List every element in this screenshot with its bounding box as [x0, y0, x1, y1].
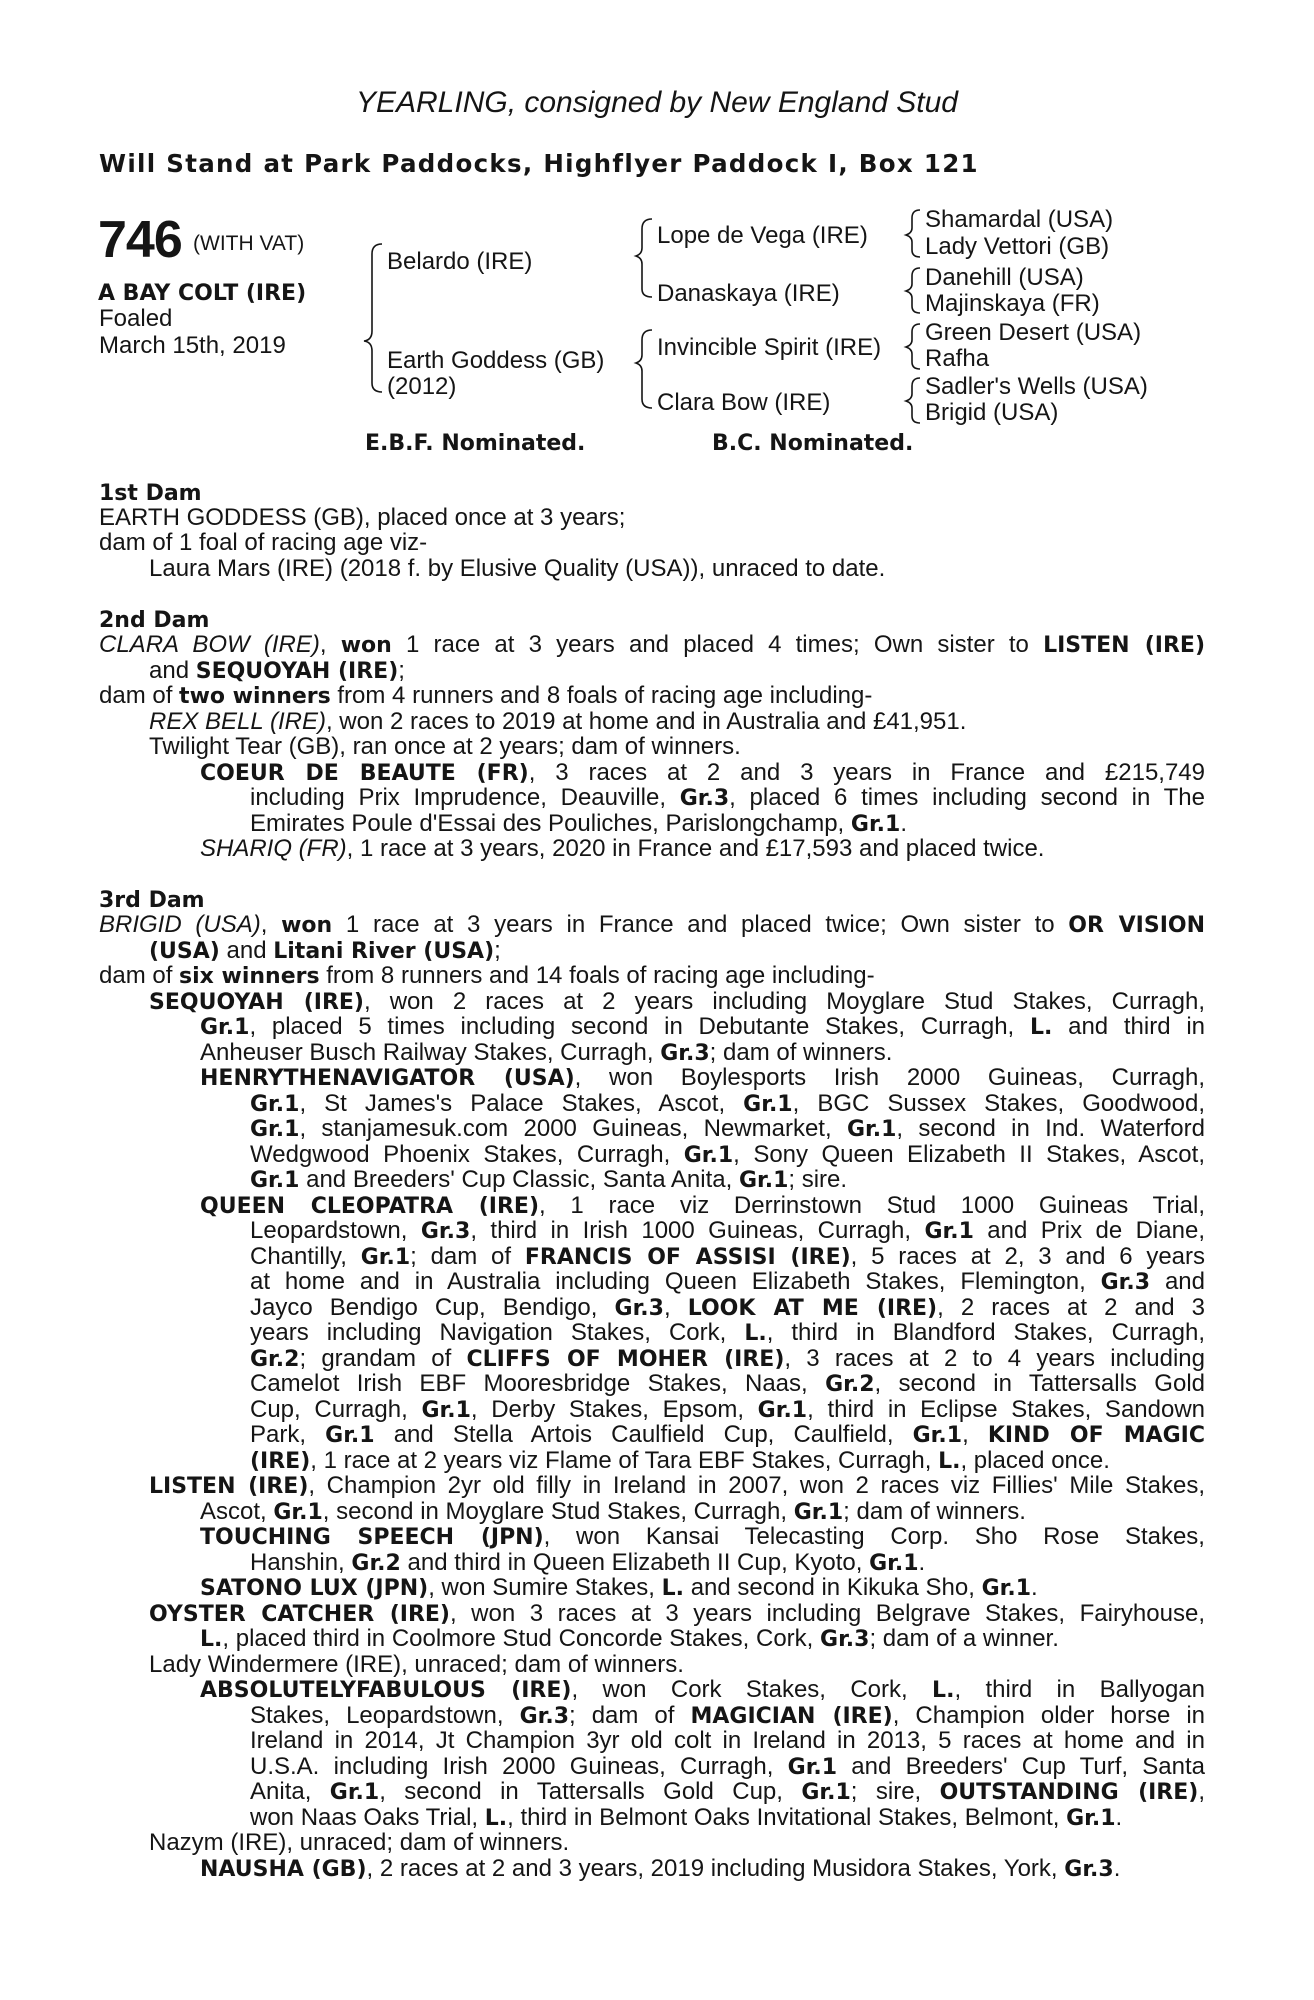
pedigree-line — [250, 811, 1205, 837]
pedigree-line — [99, 683, 1205, 709]
text: , placed once. — [960, 1446, 1110, 1474]
pedigree-line — [250, 1703, 1205, 1729]
bold-text: Gr.1 — [912, 1423, 963, 1448]
pedigree-line — [149, 734, 1205, 760]
bold-text: Gr.3 — [660, 1040, 710, 1066]
text: Wedgwood Phoenix Stakes, Curragh, — [250, 1140, 684, 1168]
pedigree-line — [200, 1524, 1205, 1550]
sire-name: Belardo (IRE) — [387, 248, 533, 275]
bold-text: L. — [938, 1448, 961, 1474]
bold-text: L. — [932, 1678, 955, 1703]
pedigree-line — [250, 1244, 1205, 1270]
pedigree-line — [250, 1218, 1205, 1244]
bold-text: (USA) — [149, 938, 220, 964]
bracket-g78 — [906, 378, 920, 423]
text: and Stella Artois Caulfield Cup, Caulfield, — [374, 1421, 913, 1448]
lot-number: 746 — [98, 211, 182, 269]
second-dam-block — [99, 632, 1205, 862]
third-dam-heading: 3rd Dam — [99, 888, 205, 913]
text: , — [962, 1421, 988, 1448]
bold-text: Gr.1 — [738, 1168, 789, 1193]
text: , — [1198, 1778, 1206, 1805]
pedigree-line — [250, 1371, 1205, 1397]
pedigree-line — [250, 1779, 1205, 1805]
text: , won Boylesports Irish 2000 Guineas, Curragh, — [574, 1064, 1205, 1091]
text: Ascot, — [200, 1497, 274, 1525]
pedigree-line — [250, 1269, 1205, 1295]
bold-text: Gr.2 — [250, 1346, 300, 1372]
text: , second in Tattersalls Gold Cup, — [379, 1778, 802, 1805]
bold-text: OUTSTANDING (IRE) — [939, 1780, 1199, 1805]
bold-text: Gr.1 — [793, 1499, 844, 1525]
bold-text: Gr.1 — [250, 1117, 300, 1142]
bracket-dam-parents — [636, 330, 652, 408]
text: . — [1113, 1854, 1121, 1882]
pedigree-line — [200, 1014, 1205, 1040]
text: including Prix Imprudence, Deauville, — [250, 784, 680, 811]
pedigree-line — [250, 1346, 1205, 1372]
text: Lady Windermere (IRE), unraced; dam of winners. — [149, 1650, 684, 1678]
text: , Derby Stakes, Epsom, — [470, 1395, 758, 1423]
horse-name: LISTEN (IRE) — [1043, 633, 1206, 658]
text: ; sire. — [788, 1166, 848, 1193]
bold-text: Gr.1 — [801, 1780, 851, 1805]
text: years including Navigation Stakes, Cork, — [250, 1319, 745, 1346]
dam-year: (2012) — [387, 373, 457, 400]
text: Nazym (IRE), unraced; dam of winners. — [149, 1829, 570, 1856]
bold-text: KIND OF MAGIC — [987, 1423, 1206, 1448]
grandsire-1: Shamardal (USA) — [925, 206, 1114, 233]
pedigree-line — [250, 1142, 1205, 1168]
grade: Gr.3 — [679, 786, 730, 811]
text: , won 3 races at 3 years including Belgrave Stakes, Fairyhouse, — [449, 1599, 1205, 1627]
text: and — [219, 936, 274, 964]
text: Leopardstown, — [250, 1217, 421, 1244]
text: . — [1031, 1574, 1038, 1601]
horse-name: REX BELL (IRE) — [149, 707, 326, 735]
text: and — [1150, 1268, 1205, 1295]
pedigree-line — [200, 760, 1205, 786]
bold-text: Gr.1 — [924, 1219, 974, 1244]
bold-text: Gr.1 — [329, 1780, 380, 1805]
pedigree-line — [200, 1193, 1205, 1219]
pedigree-line — [149, 1601, 1205, 1627]
text: , 5 races at 2, 3 and 6 years — [850, 1242, 1206, 1270]
text: , third in Ballyogan — [954, 1676, 1205, 1703]
text: . — [900, 809, 907, 837]
pedigree-line — [250, 1448, 1205, 1474]
bold-text: Gr.1 — [1066, 1805, 1116, 1831]
bold-text: Gr.1 — [273, 1499, 323, 1525]
text: and Prix de Diane, — [973, 1217, 1206, 1244]
text: ; dam of winners. — [709, 1038, 893, 1066]
pedigree-line — [200, 1499, 1205, 1525]
pedigree-line — [149, 709, 1205, 735]
text: , — [663, 1293, 688, 1321]
bold-text: NAUSHA (GB) — [200, 1856, 367, 1882]
bold-text: Gr.1 — [200, 1015, 250, 1040]
bold-text: two winners — [179, 684, 331, 709]
text: Park, — [250, 1421, 326, 1448]
bold-text: Gr.1 — [787, 1754, 838, 1780]
text: , placed third in Coolmore Stud Concorde Stakes, Cork, — [222, 1625, 821, 1652]
bold-text: Gr.1 — [683, 1142, 734, 1168]
text: , won 2 races to 2019 at home and in Australia and £41,951. — [325, 707, 967, 735]
bold-text: Gr.2 — [351, 1550, 401, 1576]
text: from 4 runners and 8 foals of racing age including- — [330, 682, 873, 709]
text: , won Kansai Telecasting Corp. Sho Rose Stakes, — [543, 1523, 1205, 1550]
pedigree-line — [250, 1167, 1205, 1193]
second-dam-heading: 2nd Dam — [99, 608, 210, 633]
bold-text: ABSOLUTELYFABULOUS (IRE) — [200, 1678, 572, 1703]
sire-dam: Danaskaya (IRE) — [657, 280, 840, 307]
pedigree-line — [149, 938, 1205, 964]
bold-text: six winners — [179, 964, 320, 989]
text: won Naas Oaks Trial, — [250, 1803, 485, 1831]
text: from 8 runners and 14 foals of racing age including- — [319, 962, 875, 989]
bold-text: Gr.3 — [420, 1219, 471, 1244]
bold-text: Gr.1 — [846, 1117, 897, 1142]
text: , placed 5 times including second in Debutante Stakes, Curragh, — [249, 1013, 1030, 1040]
text: , 1 race at 3 years, 2020 in France and £17,593 and placed twice. — [346, 835, 1045, 862]
bold-text: SATONO LUX (JPN) — [200, 1576, 429, 1601]
consignment-line: YEARLING, consigned by New England Stud — [355, 86, 958, 119]
pedigree-line — [149, 658, 1205, 684]
bold-text: LISTEN (IRE) — [149, 1474, 309, 1499]
text: , 2 races at 2 and 3 — [937, 1293, 1205, 1321]
foaled-label: Foaled — [99, 305, 173, 332]
pedigree-line — [200, 836, 1205, 862]
text: , St James's Palace Stakes, Ascot, — [299, 1089, 744, 1117]
bracket-g56 — [906, 324, 920, 369]
bold-text: Gr.3 — [1064, 1856, 1114, 1882]
text: , — [319, 631, 341, 658]
text: , stanjamesuk.com 2000 Guineas, Newmarket, — [299, 1115, 847, 1142]
pedigree-line — [200, 1856, 1205, 1882]
pedigree-line — [149, 989, 1205, 1015]
bold-text: Gr.1 — [421, 1397, 471, 1423]
bold-text: L. — [661, 1576, 685, 1601]
sire-sire: Lope de Vega (IRE) — [657, 222, 868, 249]
bold-text: L. — [1029, 1015, 1053, 1040]
horse-name: CLARA BOW (IRE) — [99, 631, 320, 658]
text: , 3 races at 2 and 3 years in France and £215,749 — [528, 758, 1205, 786]
text: ; dam of a winner. — [869, 1625, 1059, 1652]
bold-text: LOOK AT ME (IRE) — [687, 1295, 938, 1321]
horse-name: SEQUOYAH (IRE) — [195, 658, 399, 684]
text: , Champion older horse in — [892, 1701, 1206, 1729]
text: ; dam of winners. — [843, 1497, 1026, 1525]
pedigree-line — [250, 1754, 1205, 1780]
pedigree-line — [250, 1550, 1205, 1576]
text: , 2 races at 2 and 3 years, 2019 including Musidora Stakes, York, — [366, 1854, 1065, 1882]
text: , placed 6 times including second in The — [729, 784, 1206, 811]
text: Emirates Poule d'Essai des Pouliches, Parislongchamp, — [250, 809, 851, 837]
text: , third in Blandford Stakes, Curragh, — [766, 1319, 1205, 1346]
text: Cup, Curragh, — [250, 1395, 422, 1423]
text: , won 2 races at 2 years including Moyglare Stud Stakes, Curragh, — [363, 987, 1205, 1015]
text: ; dam of — [410, 1242, 525, 1270]
bold-text: Gr.2 — [825, 1372, 875, 1397]
ebf-nomination: E.B.F. Nominated. — [365, 431, 586, 456]
third-dam-block — [99, 912, 1205, 1881]
text: Twilight Tear (GB), ran once at 2 years; dam of winners. — [149, 733, 741, 760]
text: Anita, — [250, 1778, 330, 1805]
pedigree-line — [149, 1830, 1205, 1856]
text: , Sony Queen Elizabeth II Stakes, Ascot, — [733, 1140, 1205, 1168]
bold-text: HENRYTHENAVIGATOR (USA) — [200, 1066, 575, 1091]
pedigree-line — [250, 1320, 1205, 1346]
bold-text: Gr.1 — [325, 1423, 375, 1448]
granddam-6: Rafha — [925, 345, 990, 372]
text: , won Cork Stakes, Cork, — [571, 1676, 933, 1703]
grandsire-7: Sadler's Wells (USA) — [925, 373, 1148, 400]
text: dam of — [99, 962, 180, 989]
text: , Champion 2yr old filly in Ireland in 2007, won 2 races viz Fillies' Mile Stakes, — [308, 1472, 1205, 1499]
foaled-date: March 15th, 2019 — [99, 332, 286, 359]
pedigree-line — [200, 1575, 1205, 1601]
bold-text: CLIFFS OF MOHER (IRE) — [466, 1346, 785, 1372]
vat-note: (WITH VAT) — [193, 232, 305, 255]
bold-text: Gr.3 — [519, 1703, 569, 1729]
pedigree-line — [250, 1422, 1205, 1448]
bracket-sire-dam — [364, 244, 382, 392]
pedigree-line — [250, 1295, 1205, 1321]
text: Ireland in 2014, Jt Champion 3yr old colt in Ireland in 2013, 5 races at home and in — [250, 1727, 1205, 1754]
grandsire-3: Danehill (USA) — [925, 264, 1084, 291]
bold-text: TOUCHING SPEECH (JPN) — [200, 1525, 544, 1550]
text: , — [260, 911, 282, 938]
text: , second in Ind. Waterford — [896, 1115, 1205, 1142]
text: , third in Belmont Oaks Invitational Stakes, Belmont, — [507, 1803, 1067, 1831]
text: Anheuser Busch Railway Stakes, Curragh, — [200, 1038, 661, 1066]
pedigree-line — [200, 1626, 1205, 1652]
text: 1 race at 3 years and placed 4 times; Own sister to — [391, 631, 1044, 658]
bold-text: OYSTER CATCHER (IRE) — [149, 1601, 450, 1627]
bold-text: Gr.1 — [250, 1091, 300, 1117]
text: ; grandam of — [299, 1344, 467, 1372]
pedigree-line — [200, 1677, 1205, 1703]
bold-text: Gr.1 — [743, 1091, 793, 1117]
first-dam-line: Laura Mars (IRE) (2018 f. by Elusive Quality (USA)), unraced to date. — [149, 555, 886, 582]
text: Jayco Bendigo Cup, Bendigo, — [250, 1293, 615, 1321]
pedigree-line — [99, 963, 1205, 989]
first-dam-line: dam of 1 foal of racing age viz- — [99, 529, 428, 556]
text: ; sire, — [850, 1778, 940, 1805]
bold-text: Gr.1 — [250, 1168, 300, 1193]
bc-nomination: B.C. Nominated. — [712, 431, 914, 456]
first-dam-heading: 1st Dam — [99, 481, 202, 506]
bold-text: L. — [744, 1321, 767, 1346]
text: and third in — [1052, 1013, 1205, 1040]
text: and Breeders' Cup Turf, Santa — [837, 1752, 1205, 1780]
bold-text: MAGICIAN (IRE) — [690, 1703, 893, 1729]
bold-text: won — [340, 633, 392, 658]
text: , second in Tattersalls Gold — [874, 1370, 1205, 1397]
horse-name: BRIGID (USA) — [99, 911, 261, 938]
horse-name: COEUR DE BEAUTE (FR) — [200, 760, 529, 786]
dam-sire: Invincible Spirit (IRE) — [657, 334, 882, 361]
pedigree-line — [149, 1652, 1205, 1678]
text: dam of — [99, 682, 180, 709]
horse-name: SHARIQ (FR) — [200, 835, 347, 862]
pedigree-line — [99, 632, 1205, 658]
pedigree-line — [250, 1397, 1205, 1423]
bold-text: Gr.1 — [981, 1576, 1031, 1601]
text: and third in Queen Elizabeth II Cup, Kyoto, — [400, 1548, 870, 1576]
text: and second in Kikuka Sho, — [684, 1574, 982, 1601]
granddam-2: Lady Vettori (GB) — [925, 233, 1110, 260]
text: , 3 races at 2 to 4 years including — [784, 1344, 1205, 1372]
text: and — [149, 656, 196, 684]
pedigree-line — [99, 912, 1205, 938]
bold-text: Gr.1 — [869, 1550, 919, 1576]
text: , 1 race at 2 years viz Flame of Tara EBF Stakes, Curragh, — [310, 1446, 939, 1474]
pedigree-line — [250, 785, 1205, 811]
text: U.S.A. including Irish 2000 Guineas, Curragh, — [250, 1752, 788, 1780]
bracket-sire-parents — [636, 219, 652, 297]
bold-text: Gr.3 — [1100, 1270, 1151, 1295]
pedigree-line — [200, 1065, 1205, 1091]
pedigree-line — [250, 1091, 1205, 1117]
pedigree-line — [200, 1040, 1205, 1066]
text: ; — [398, 656, 405, 684]
text: at home and in Australia including Queen Elizabeth Stakes, Flemington, — [250, 1268, 1101, 1295]
dam-dam: Clara Bow (IRE) — [657, 389, 831, 416]
text: , BGC Sussex Stakes, Goodwood, — [792, 1089, 1205, 1117]
text: Camelot Irish EBF Mooresbridge Stakes, Naas, — [250, 1370, 826, 1397]
bold-text: Gr.3 — [614, 1295, 664, 1321]
bold-text: Gr.1 — [360, 1244, 411, 1270]
lot-title: A BAY COLT (IRE) — [98, 281, 307, 306]
bold-text: OR VISION — [1068, 913, 1205, 938]
text: 1 race at 3 years in France and placed twice; Own sister to — [332, 911, 1069, 938]
text: and Breeders' Cup Classic, Santa Anita, — [299, 1166, 739, 1193]
dam-name: Earth Goddess (GB) — [387, 347, 605, 374]
text: . — [918, 1548, 926, 1576]
text: . — [1115, 1803, 1123, 1831]
text: , third in Irish 1000 Guineas, Curragh, — [470, 1217, 925, 1244]
grandsire-5: Green Desert (USA) — [925, 319, 1142, 346]
bold-text: SEQUOYAH (IRE) — [149, 989, 364, 1015]
bold-text: FRANCIS OF ASSISI (IRE) — [524, 1244, 851, 1270]
text: Hanshin, — [250, 1548, 352, 1576]
text: Stakes, Leopardstown, — [250, 1701, 520, 1729]
bold-text: L. — [200, 1627, 223, 1652]
bold-text: (IRE) — [250, 1448, 311, 1474]
grade: Gr.1 — [850, 811, 901, 837]
granddam-8: Brigid (USA) — [925, 399, 1059, 426]
first-dam-line: EARTH GODDESS (GB), placed once at 3 years; — [99, 504, 626, 531]
bold-text: Litani River (USA) — [273, 938, 495, 964]
pedigree-line — [250, 1728, 1205, 1754]
bold-text: Gr.3 — [820, 1627, 870, 1652]
text: ; — [494, 936, 501, 964]
pedigree-line — [250, 1805, 1205, 1831]
text: , 1 race viz Derrinstown Stud 1000 Guineas Trial, — [539, 1191, 1205, 1219]
bracket-g34 — [906, 268, 920, 313]
bold-text: won — [281, 913, 333, 938]
bold-text: L. — [484, 1805, 508, 1831]
pedigree-line — [149, 1473, 1205, 1499]
text: , second in Moyglare Stud Stakes, Curragh, — [322, 1497, 794, 1525]
stand-location: Will Stand at Park Paddocks, Highflyer Paddock I, Box 121 — [99, 149, 979, 178]
text: , won Sumire Stakes, — [428, 1574, 662, 1601]
text: , third in Eclipse Stakes, Sandown — [807, 1395, 1206, 1423]
bracket-g12 — [906, 210, 920, 257]
text: Chantilly, — [250, 1242, 361, 1270]
bold-text: Gr.1 — [757, 1397, 808, 1423]
text: ; dam of — [569, 1701, 691, 1729]
granddam-4: Majinskaya (FR) — [925, 290, 1100, 317]
pedigree-line — [250, 1116, 1205, 1142]
bold-text: QUEEN CLEOPATRA (IRE) — [200, 1193, 540, 1219]
